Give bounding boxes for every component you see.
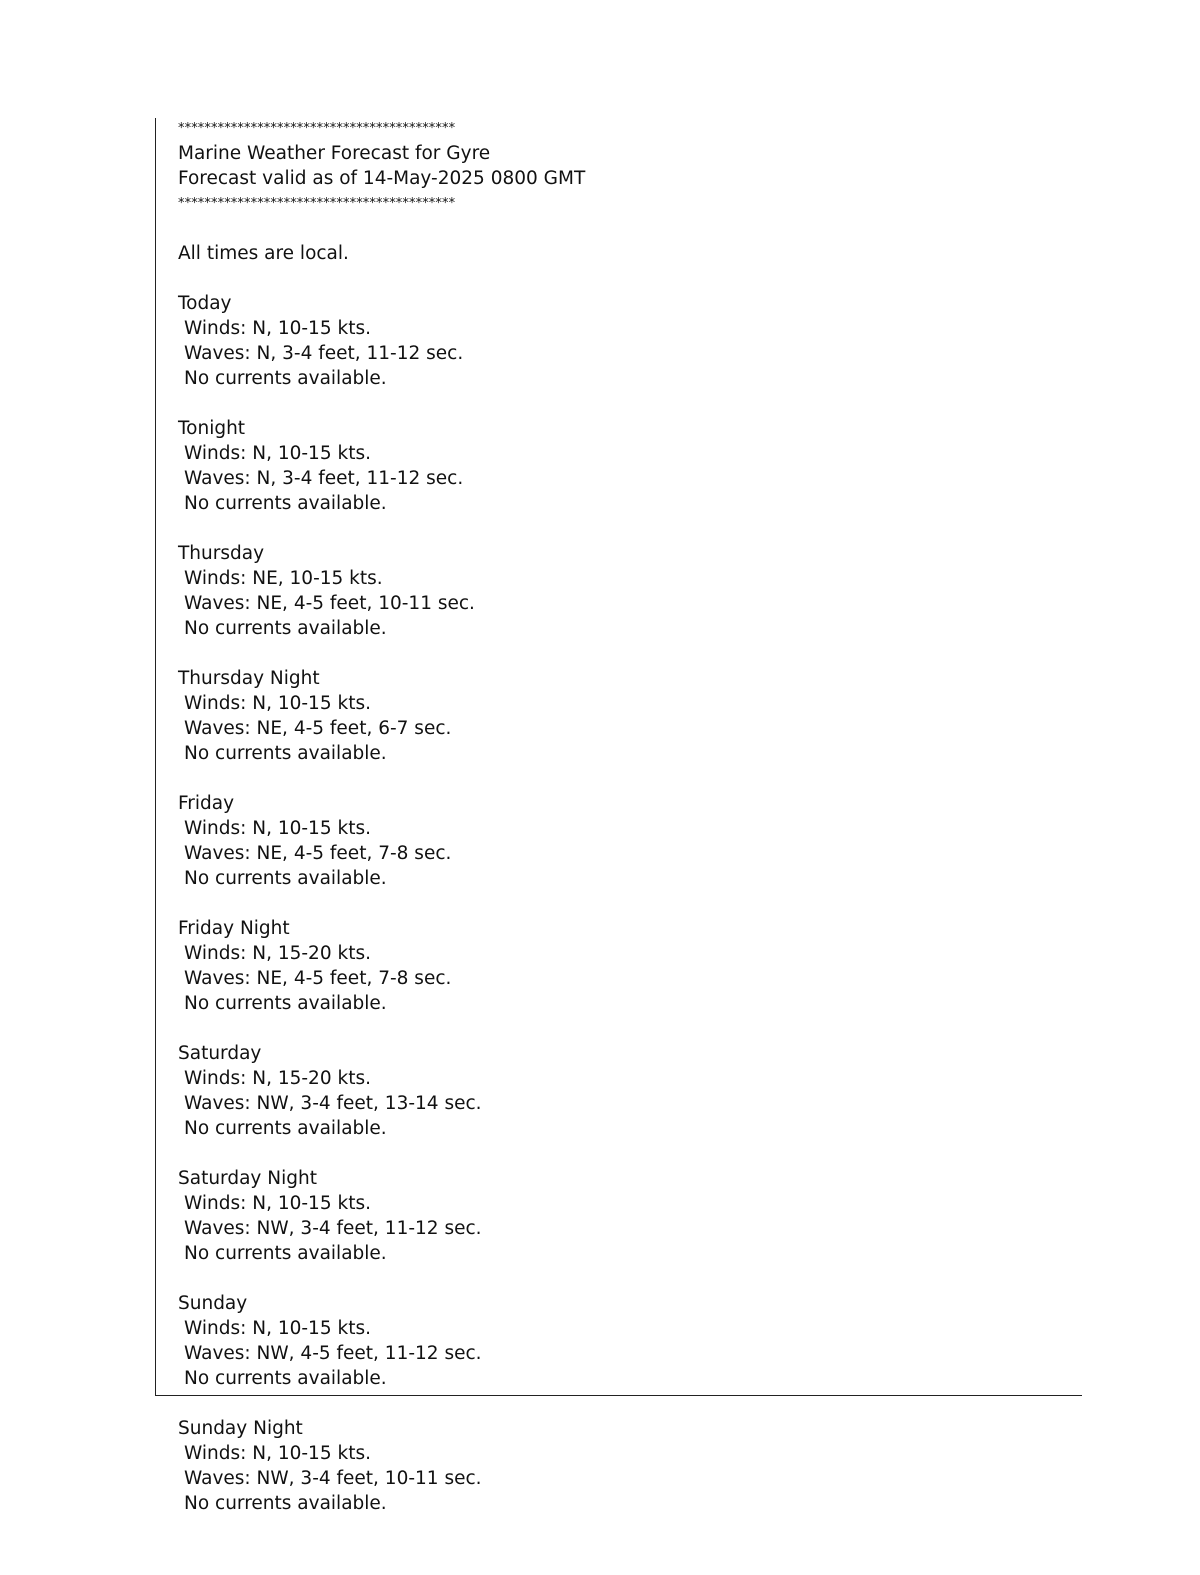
forecast-period (178, 266, 1078, 391)
period-waves: Waves: N, 3-4 feet, 11-12 sec. (184, 468, 464, 489)
spacer (178, 1141, 1078, 1166)
period-winds: Winds: N, 10-15 kts. (184, 1318, 371, 1339)
spacer (178, 266, 1078, 291)
forecast-period (178, 1266, 1078, 1391)
period-name: Friday Night (178, 918, 290, 939)
forecast-title: Marine Weather Forecast for Gyre (178, 143, 491, 164)
period-winds: Winds: N, 15-20 kts. (184, 943, 371, 964)
period-name: Thursday Night (178, 668, 320, 689)
period-currents: No currents available. (184, 743, 387, 764)
period-name: Tonight (178, 418, 246, 439)
spacer (178, 1266, 1078, 1291)
spacer (178, 766, 1078, 791)
forecast-period (178, 766, 1078, 891)
period-currents: No currents available. (184, 1118, 387, 1139)
forecast-period (178, 1141, 1078, 1266)
period-name: Saturday (178, 1043, 262, 1064)
period-winds: Winds: N, 10-15 kts. (184, 1443, 371, 1464)
forecast-periods (178, 266, 1078, 1516)
spacer (178, 391, 1078, 416)
period-currents: No currents available. (184, 1243, 387, 1264)
forecast-period (178, 1016, 1078, 1141)
period-currents: No currents available. (184, 993, 387, 1014)
forecast-valid-time: Forecast valid as of 14-May-2025 0800 GMT (178, 168, 586, 189)
period-waves: Waves: NE, 4-5 feet, 7-8 sec. (184, 968, 452, 989)
forecast-period (178, 641, 1078, 766)
period-waves: Waves: NW, 3-4 feet, 11-12 sec. (184, 1218, 482, 1239)
period-winds: Winds: N, 10-15 kts. (184, 818, 371, 839)
period-waves: Waves: NE, 4-5 feet, 7-8 sec. (184, 843, 452, 864)
period-waves: Waves: NW, 4-5 feet, 11-12 sec. (184, 1343, 482, 1364)
frame-left-border (155, 118, 156, 1396)
period-winds: Winds: N, 10-15 kts. (184, 318, 371, 339)
spacer (178, 891, 1078, 916)
period-name: Saturday Night (178, 1168, 317, 1189)
period-name: Today (178, 293, 232, 314)
period-waves: Waves: NE, 4-5 feet, 10-11 sec. (184, 593, 475, 614)
period-currents: No currents available. (184, 1368, 387, 1389)
period-waves: Waves: NW, 3-4 feet, 13-14 sec. (184, 1093, 482, 1114)
period-waves: Waves: NW, 3-4 feet, 10-11 sec. (184, 1468, 482, 1489)
period-winds: Winds: N, 15-20 kts. (184, 1068, 371, 1089)
period-winds: Winds: N, 10-15 kts. (184, 443, 371, 464)
period-name: Friday (178, 793, 235, 814)
period-waves: Waves: N, 3-4 feet, 11-12 sec. (184, 343, 464, 364)
forecast-period (178, 1391, 1078, 1516)
header-stars-bottom: ****************************************** (178, 196, 456, 211)
period-winds: Winds: N, 10-15 kts. (184, 1193, 371, 1214)
period-winds: Winds: N, 10-15 kts. (184, 693, 371, 714)
forecast-period (178, 891, 1078, 1016)
period-currents: No currents available. (184, 1493, 387, 1514)
period-winds: Winds: NE, 10-15 kts. (184, 568, 383, 589)
spacer (178, 216, 1078, 241)
forecast-period (178, 391, 1078, 516)
period-currents: No currents available. (184, 493, 387, 514)
period-name: Sunday Night (178, 1418, 303, 1439)
spacer (178, 1016, 1078, 1041)
time-note: All times are local. (178, 243, 349, 264)
period-currents: No currents available. (184, 868, 387, 889)
period-name: Thursday (178, 543, 265, 564)
period-name: Sunday (178, 1293, 248, 1314)
period-currents: No currents available. (184, 618, 387, 639)
spacer (178, 641, 1078, 666)
spacer (178, 1391, 1078, 1416)
forecast-period (178, 516, 1078, 641)
period-waves: Waves: NE, 4-5 feet, 6-7 sec. (184, 718, 452, 739)
header-stars-top: ****************************************** (178, 121, 456, 136)
spacer (178, 516, 1078, 541)
period-currents: No currents available. (184, 368, 387, 389)
forecast-document (178, 116, 1078, 1516)
